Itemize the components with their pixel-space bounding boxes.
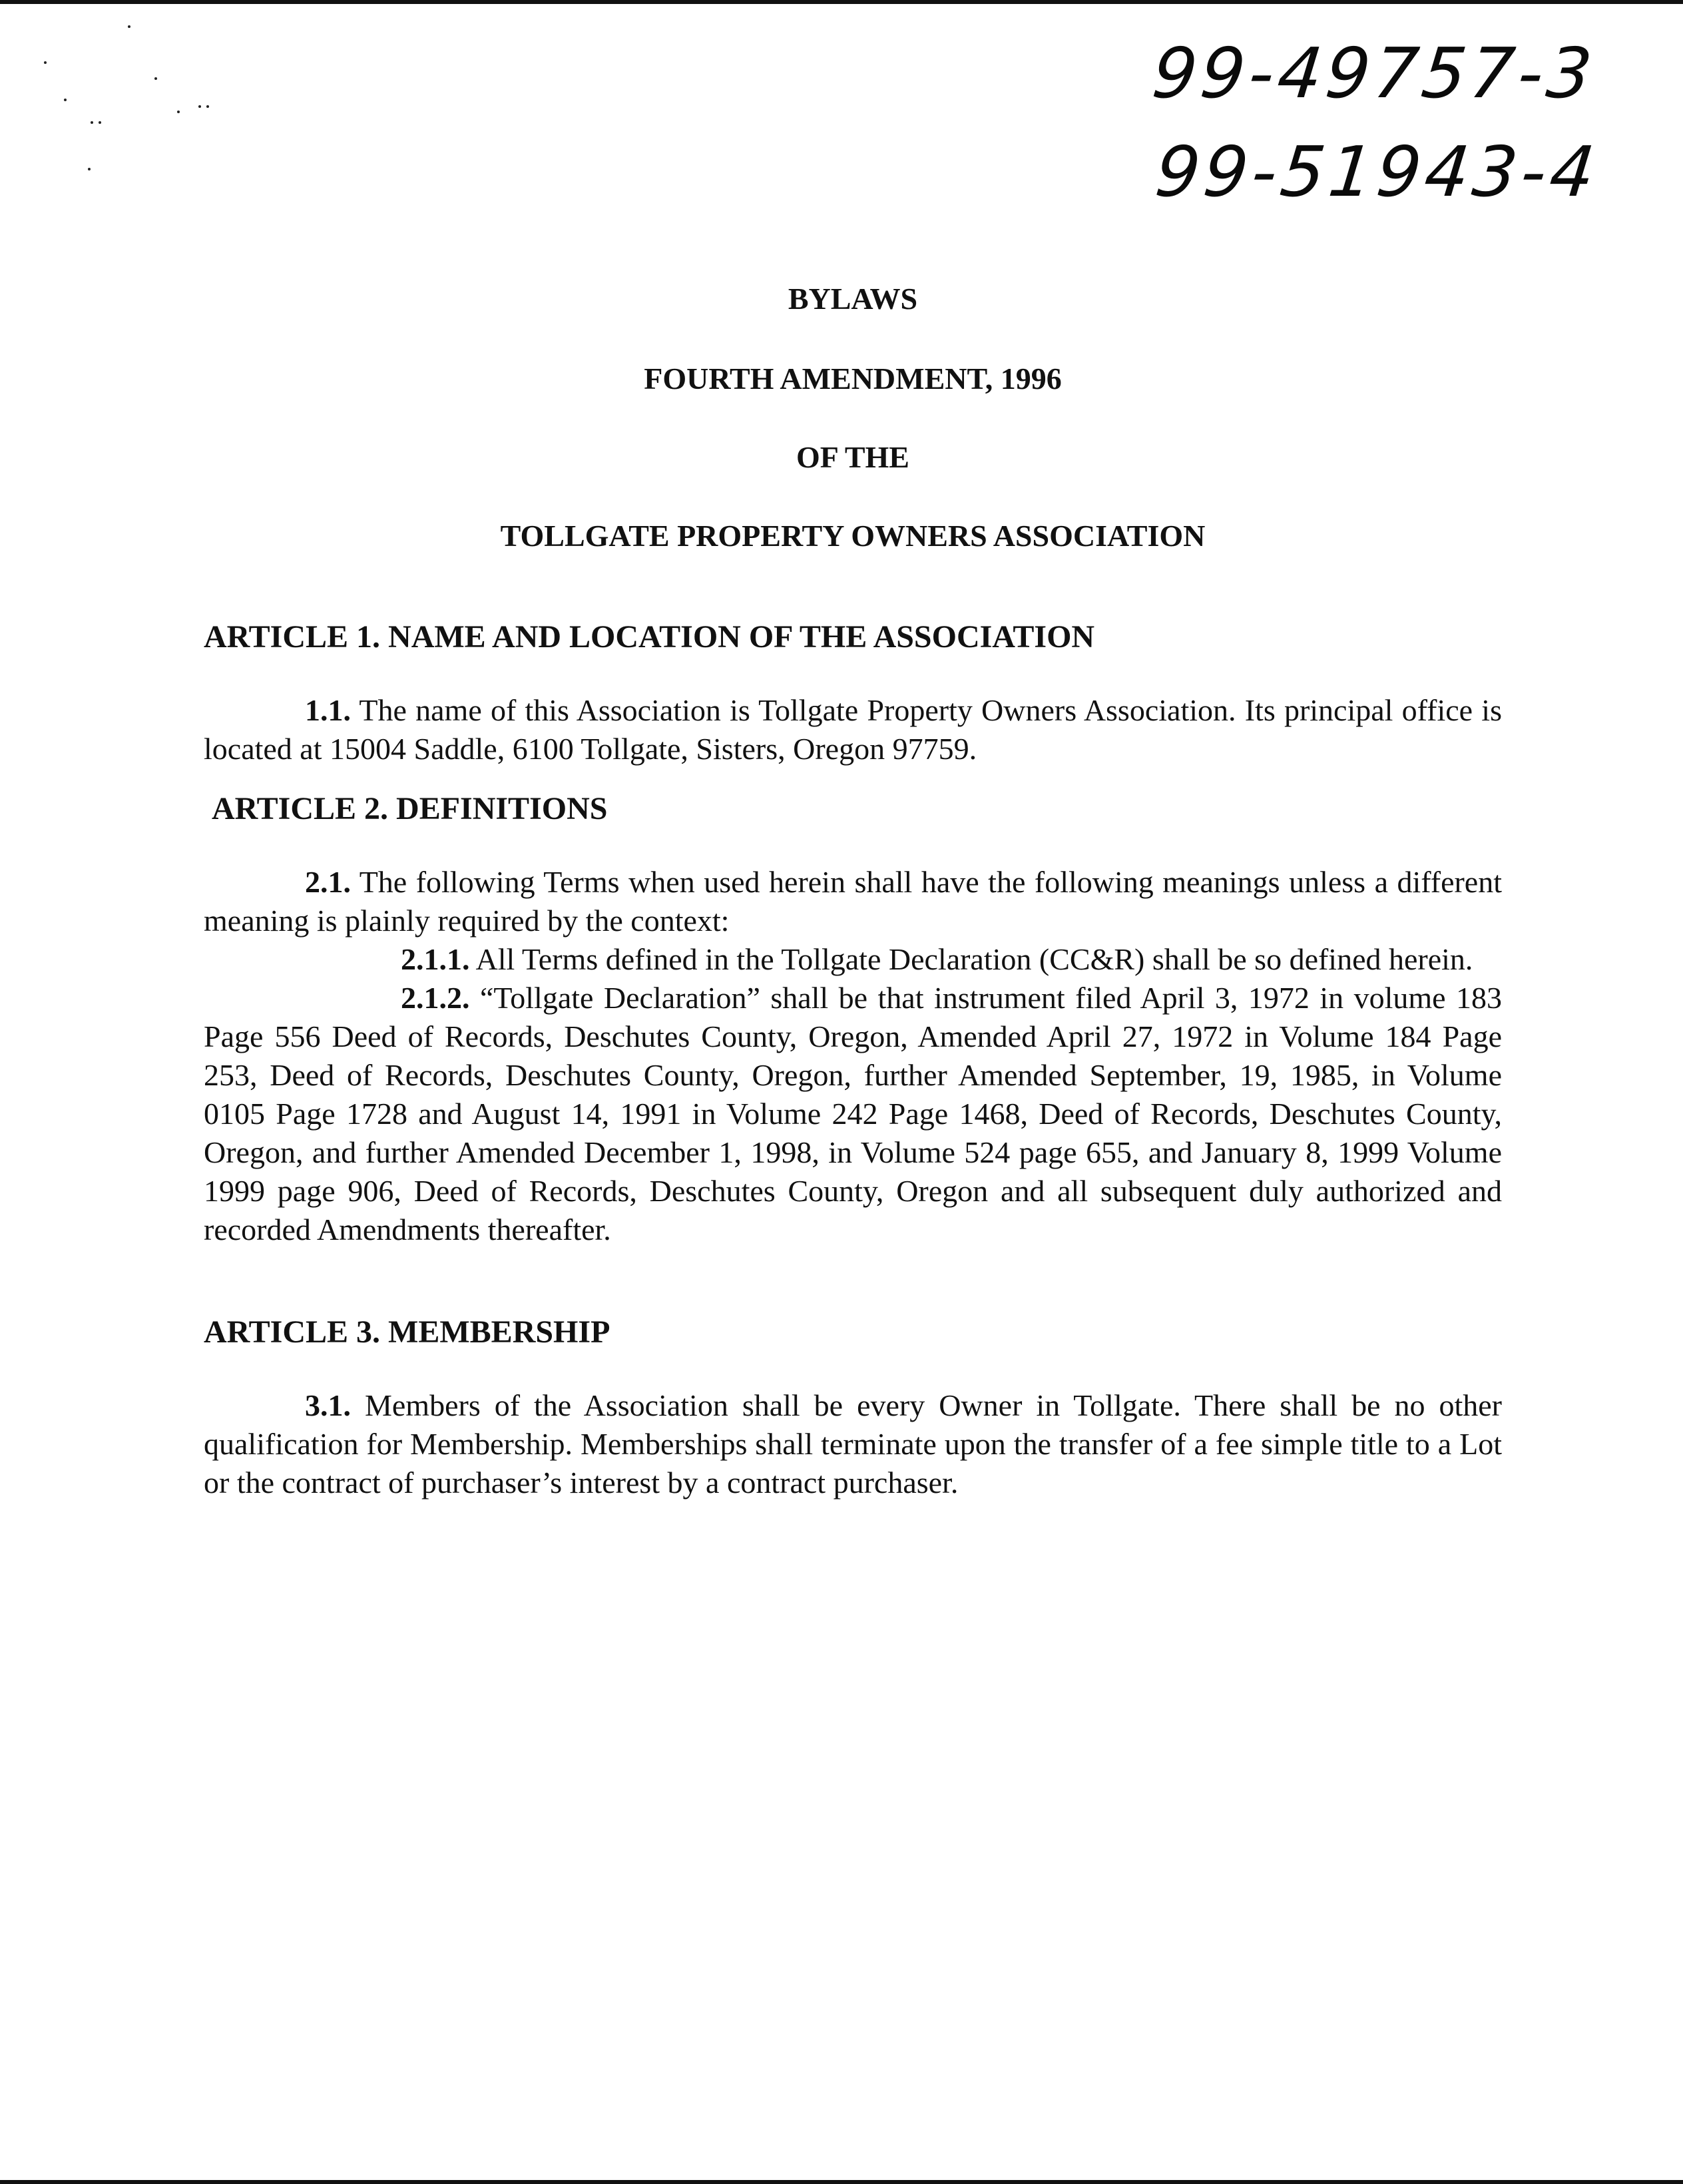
scan-speck <box>91 121 93 124</box>
doc-title-association: TOLLGATE PROPERTY OWNERS ASSOCIATION <box>500 519 1206 553</box>
section-number: 2.1.1. <box>401 942 470 976</box>
doc-title-amendment: FOURTH AMENDMENT, 1996 <box>644 362 1062 396</box>
section-text: Members of the Association shall be every Owner in Tollgate. There shall be no other qualification for Membership. Memberships shall terminate upon the transfer of a fee simple title to a Lot or the contract of purchaser’s interest by a contract purchaser. <box>204 1388 1502 1500</box>
article-1-heading: ARTICLE 1. NAME AND LOCATION OF THE ASSOCIATION <box>204 619 1095 655</box>
handwritten-document-numbers <box>1137 24 1614 221</box>
article-2-heading: ARTICLE 2. DEFINITIONS <box>212 791 608 826</box>
handwritten-number-1: 99-49757-3 <box>1148 33 1600 114</box>
handwritten-number-2: 99-51943-4 <box>1151 131 1602 212</box>
doc-title-of-the: OF THE <box>796 440 909 474</box>
scan-speck <box>198 105 201 108</box>
section-number: 2.1. <box>305 865 351 899</box>
scan-speck <box>154 77 157 80</box>
scan-speck <box>177 111 180 113</box>
section-text: The name of this Association is Tollgate Property Owners Association. Its principal office is located at 15004 Saddle, 6100 Tollgate, Sisters, Oregon 97759. <box>204 693 1502 766</box>
scan-speck <box>206 105 209 108</box>
section-3-1 <box>204 1386 1502 1502</box>
section-number: 2.1.2. <box>401 981 470 1015</box>
section-number: 1.1. <box>305 693 351 727</box>
scan-speck <box>88 168 91 170</box>
doc-title-bylaws: BYLAWS <box>788 282 918 316</box>
section-1-1 <box>204 691 1502 768</box>
page-bottom-edge <box>0 2180 1683 2184</box>
scan-speck <box>128 25 130 28</box>
section-text: All Terms defined in the Tollgate Declaration (CC&R) shall be so defined herein. <box>475 942 1473 976</box>
document-body <box>204 280 1502 1502</box>
article-3-heading: ARTICLE 3. MEMBERSHIP <box>204 1314 610 1350</box>
page-top-edge <box>0 0 1683 4</box>
section-2-1-2 <box>204 979 1502 1249</box>
scan-speck <box>64 99 67 101</box>
section-number: 3.1. <box>305 1388 351 1422</box>
section-2-1 <box>204 863 1502 940</box>
section-text: The following Terms when used herein shall have the following meanings unless a different meaning is plainly required by the context: <box>204 865 1503 938</box>
scan-speck <box>99 121 101 124</box>
scan-specks <box>27 20 226 186</box>
section-2-1-1 <box>204 940 1502 979</box>
section-text: “Tollgate Declaration” shall be that instrument filed April 3, 1972 in volume 183 Page 556 Deed of Records, Deschutes County, Oregon, Amended April 27, 1972 in Volume 184 Page 253, Deed of Records, Deschutes County, Oregon, further Amended September, 19, 1985, in Volume 0105 Page 1728 and August 14, 1991 in Volume 242 Page 1468, Deed of Records, Deschutes County, Oregon, and further Amended December 1, 1998, in Volume 524 page 655, and January 8, 1999 Volume 1999 page 906, Deed of Records, Deschutes County, Oregon and all subsequent duly authorized and recorded Amendments thereafter. <box>204 981 1503 1246</box>
scan-speck <box>44 61 47 64</box>
